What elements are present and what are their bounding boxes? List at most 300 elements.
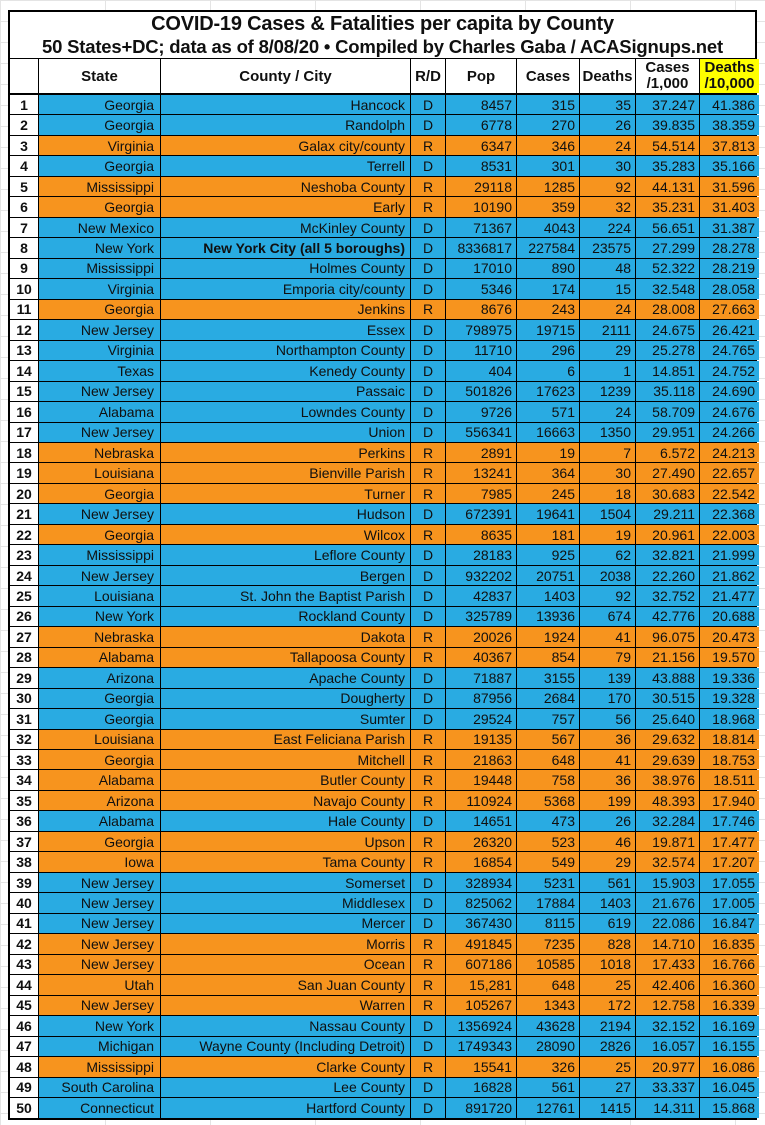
cell-rd: D (410, 259, 445, 278)
cell-deaths-per-10000: 20.473 (699, 627, 759, 646)
cell-county: Upson (160, 832, 410, 851)
cell-cases-per-1000: 25.640 (635, 709, 699, 728)
cell-pop: 10190 (445, 197, 516, 216)
table-row (10, 115, 755, 135)
cell-pop: 1749343 (445, 1037, 516, 1056)
cell-state: Nebraska (38, 443, 160, 462)
cell-rank: 29 (10, 668, 38, 687)
cell-cases-per-1000: 42.406 (635, 975, 699, 994)
cell-cases: 758 (516, 770, 579, 789)
cell-rank: 27 (10, 627, 38, 646)
table-row (10, 1057, 755, 1077)
cell-rd: D (410, 709, 445, 728)
cell-deaths: 24 (579, 402, 635, 421)
cell-county: Wilcox (160, 525, 410, 544)
cell-deaths-per-10000: 17.055 (699, 873, 759, 892)
cell-cases: 12761 (516, 1098, 579, 1118)
cell-pop: 17010 (445, 259, 516, 278)
cell-cases: 571 (516, 402, 579, 421)
deaths-rate-label-bottom: /10,000 (704, 75, 755, 92)
cell-cases-per-1000: 12.758 (635, 996, 699, 1015)
cell-rank: 1 (10, 95, 38, 114)
col-header-cases: Cases (516, 59, 579, 93)
cell-cases-per-1000: 14.710 (635, 934, 699, 953)
cell-pop: 6347 (445, 136, 516, 155)
cases-rate-label-top: Cases (645, 59, 690, 76)
cell-county: Warren (160, 996, 410, 1015)
cell-cases: 4043 (516, 218, 579, 237)
table-row (10, 648, 755, 668)
cell-rank: 42 (10, 934, 38, 953)
cell-rank: 41 (10, 914, 38, 933)
cell-rd: D (410, 341, 445, 360)
cell-deaths: 26 (579, 115, 635, 134)
cell-rank: 7 (10, 218, 38, 237)
cell-cases-per-1000: 39.835 (635, 115, 699, 134)
table-row (10, 95, 755, 115)
cell-cases: 8115 (516, 914, 579, 933)
cell-deaths: 41 (579, 627, 635, 646)
cell-state: Georgia (38, 300, 160, 319)
cell-deaths-per-10000: 18.968 (699, 709, 759, 728)
cell-rd: R (410, 791, 445, 810)
cell-pop: 105267 (445, 996, 516, 1015)
cell-county: Ocean (160, 955, 410, 974)
cell-deaths: 36 (579, 730, 635, 749)
cell-rd: R (410, 852, 445, 871)
cell-deaths-per-10000: 24.690 (699, 382, 759, 401)
table-row (10, 197, 755, 217)
cell-cases: 3155 (516, 668, 579, 687)
cell-deaths: 30 (579, 463, 635, 482)
cell-rank: 4 (10, 156, 38, 175)
table-row (10, 1098, 755, 1118)
cell-deaths: 41 (579, 750, 635, 769)
cell-cases: 1924 (516, 627, 579, 646)
cell-rank: 17 (10, 423, 38, 442)
cell-state: New Jersey (38, 914, 160, 933)
cell-deaths: 46 (579, 832, 635, 851)
cell-state: Michigan (38, 1037, 160, 1056)
cell-county: East Feliciana Parish (160, 730, 410, 749)
cell-state: Georgia (38, 832, 160, 851)
cell-state: Virginia (38, 341, 160, 360)
header-row (10, 59, 755, 95)
table-row (10, 238, 755, 258)
cell-deaths-per-10000: 16.045 (699, 1078, 759, 1097)
cell-pop: 29524 (445, 709, 516, 728)
cell-cases: 315 (516, 95, 579, 114)
cell-state: Georgia (38, 197, 160, 216)
cell-rd: D (410, 279, 445, 298)
table-row (10, 136, 755, 156)
table-row (10, 852, 755, 872)
cell-deaths-per-10000: 41.386 (699, 95, 759, 114)
cell-state: Alabama (38, 811, 160, 830)
cell-state: Arizona (38, 668, 160, 687)
cell-state: New Jersey (38, 504, 160, 523)
cell-county: Butler County (160, 770, 410, 789)
cell-rd: R (410, 136, 445, 155)
cell-pop: 404 (445, 361, 516, 380)
cell-state: Georgia (38, 525, 160, 544)
cell-cases-per-1000: 16.057 (635, 1037, 699, 1056)
cell-state: New Jersey (38, 566, 160, 585)
cell-cases-per-1000: 32.152 (635, 1016, 699, 1035)
cell-deaths-per-10000: 21.862 (699, 566, 759, 585)
cell-county: Mitchell (160, 750, 410, 769)
cell-rd: R (410, 934, 445, 953)
cell-rank: 24 (10, 566, 38, 585)
cell-rd: D (410, 1016, 445, 1035)
cell-pop: 8635 (445, 525, 516, 544)
cell-cases: 854 (516, 648, 579, 667)
cell-rank: 43 (10, 955, 38, 974)
cell-county: Sumter (160, 709, 410, 728)
table-row (10, 218, 755, 238)
cell-cases-per-1000: 22.086 (635, 914, 699, 933)
cell-deaths-per-10000: 17.477 (699, 832, 759, 851)
cell-deaths: 24 (579, 300, 635, 319)
cell-pop: 798975 (445, 320, 516, 339)
cell-deaths-per-10000: 16.339 (699, 996, 759, 1015)
cell-deaths-per-10000: 15.868 (699, 1098, 759, 1118)
cell-state: Connecticut (38, 1098, 160, 1118)
cell-pop: 87956 (445, 689, 516, 708)
cell-cases-per-1000: 58.709 (635, 402, 699, 421)
cell-deaths-per-10000: 31.387 (699, 218, 759, 237)
cell-cases-per-1000: 37.247 (635, 95, 699, 114)
cell-rank: 31 (10, 709, 38, 728)
cell-cases: 270 (516, 115, 579, 134)
cell-state: Mississippi (38, 1057, 160, 1076)
table-row (10, 320, 755, 340)
cell-cases-per-1000: 20.961 (635, 525, 699, 544)
cell-county: Tallapoosa County (160, 648, 410, 667)
cell-deaths: 79 (579, 648, 635, 667)
cell-pop: 7985 (445, 484, 516, 503)
cell-cases: 19 (516, 443, 579, 462)
cell-county: Hancock (160, 95, 410, 114)
cell-cases: 5231 (516, 873, 579, 892)
cell-deaths-per-10000: 19.336 (699, 668, 759, 687)
cell-deaths: 199 (579, 791, 635, 810)
cell-state: Alabama (38, 402, 160, 421)
cell-rank: 6 (10, 197, 38, 216)
cell-state: Mississippi (38, 259, 160, 278)
col-header-state: State (38, 59, 160, 93)
cell-deaths-per-10000: 22.657 (699, 463, 759, 482)
cell-state: New Jersey (38, 423, 160, 442)
cell-county: Passaic (160, 382, 410, 401)
cell-deaths: 36 (579, 770, 635, 789)
cell-state: Georgia (38, 484, 160, 503)
cell-deaths-per-10000: 17.940 (699, 791, 759, 810)
cell-rd: D (410, 402, 445, 421)
cell-deaths-per-10000: 18.814 (699, 730, 759, 749)
cell-pop: 28183 (445, 545, 516, 564)
col-header-deaths: Deaths (579, 59, 635, 93)
cell-cases-per-1000: 15.903 (635, 873, 699, 892)
cell-county: Terrell (160, 156, 410, 175)
cell-deaths: 23575 (579, 238, 635, 257)
cell-deaths-per-10000: 16.169 (699, 1016, 759, 1035)
cell-county: Early (160, 197, 410, 216)
cell-deaths-per-10000: 35.166 (699, 156, 759, 175)
cell-deaths: 170 (579, 689, 635, 708)
cell-cases: 16663 (516, 423, 579, 442)
cell-deaths-per-10000: 24.676 (699, 402, 759, 421)
cell-cases-per-1000: 42.776 (635, 607, 699, 626)
table-row (10, 668, 755, 688)
cell-state: Georgia (38, 689, 160, 708)
cell-rd: D (410, 873, 445, 892)
cell-state: Georgia (38, 750, 160, 769)
cell-county: Neshoba County (160, 177, 410, 196)
cell-state: New Jersey (38, 996, 160, 1015)
cell-cases-per-1000: 25.278 (635, 341, 699, 360)
cell-cases-per-1000: 52.322 (635, 259, 699, 278)
cell-state: Alabama (38, 648, 160, 667)
table-row (10, 586, 755, 606)
cell-cases: 13936 (516, 607, 579, 626)
cell-state: Louisiana (38, 463, 160, 482)
cell-deaths-per-10000: 19.328 (699, 689, 759, 708)
cell-pop: 8457 (445, 95, 516, 114)
table-row (10, 566, 755, 586)
cell-cases: 561 (516, 1078, 579, 1097)
cell-deaths-per-10000: 19.570 (699, 648, 759, 667)
table-row (10, 341, 755, 361)
cell-cases: 6 (516, 361, 579, 380)
cell-state: Mississippi (38, 177, 160, 196)
cell-state: Georgia (38, 95, 160, 114)
cell-rd: R (410, 177, 445, 196)
cell-cases: 20751 (516, 566, 579, 585)
cell-deaths: 48 (579, 259, 635, 278)
cell-rank: 9 (10, 259, 38, 278)
cell-state: Mississippi (38, 545, 160, 564)
cell-cases-per-1000: 20.977 (635, 1057, 699, 1076)
cell-rd: D (410, 218, 445, 237)
cell-deaths: 29 (579, 341, 635, 360)
cell-cases-per-1000: 27.299 (635, 238, 699, 257)
cell-deaths-per-10000: 22.003 (699, 525, 759, 544)
cell-rank: 2 (10, 115, 38, 134)
cell-deaths: 1350 (579, 423, 635, 442)
cell-county: Emporia city/county (160, 279, 410, 298)
cell-deaths: 19 (579, 525, 635, 544)
cell-pop: 607186 (445, 955, 516, 974)
table-row (10, 811, 755, 831)
table-row (10, 607, 755, 627)
cell-state: Virginia (38, 279, 160, 298)
cell-county: Wayne County (Including Detroit) (160, 1037, 410, 1056)
cell-pop: 26320 (445, 832, 516, 851)
table-row (10, 1016, 755, 1036)
cell-deaths: 1504 (579, 504, 635, 523)
cell-pop: 16828 (445, 1078, 516, 1097)
table-row (10, 525, 755, 545)
cell-rank: 26 (10, 607, 38, 626)
cell-county: New York City (all 5 boroughs) (160, 238, 410, 257)
cell-pop: 932202 (445, 566, 516, 585)
cell-deaths: 674 (579, 607, 635, 626)
col-header-rank (10, 59, 38, 93)
cell-cases: 523 (516, 832, 579, 851)
cell-pop: 19135 (445, 730, 516, 749)
cell-county: Apache County (160, 668, 410, 687)
cell-cases: 19715 (516, 320, 579, 339)
cell-state: Georgia (38, 709, 160, 728)
cell-rank: 21 (10, 504, 38, 523)
cell-cases-per-1000: 44.131 (635, 177, 699, 196)
cell-deaths-per-10000: 16.360 (699, 975, 759, 994)
cell-cases-per-1000: 30.683 (635, 484, 699, 503)
cell-rd: D (410, 1037, 445, 1056)
cell-pop: 6778 (445, 115, 516, 134)
cell-cases: 648 (516, 975, 579, 994)
cell-rd: D (410, 238, 445, 257)
cell-cases: 925 (516, 545, 579, 564)
cell-cases: 10585 (516, 955, 579, 974)
cell-deaths-per-10000: 28.058 (699, 279, 759, 298)
cell-rd: D (410, 893, 445, 912)
col-header-deaths-per-10000 (699, 59, 759, 93)
cell-rank: 19 (10, 463, 38, 482)
cell-cases-per-1000: 29.951 (635, 423, 699, 442)
col-header-pop: Pop (445, 59, 516, 93)
cell-cases: 890 (516, 259, 579, 278)
cell-state: Texas (38, 361, 160, 380)
cell-cases-per-1000: 22.260 (635, 566, 699, 585)
cell-rank: 13 (10, 341, 38, 360)
cell-pop: 13241 (445, 463, 516, 482)
cell-deaths: 15 (579, 279, 635, 298)
cell-county: Clarke County (160, 1057, 410, 1076)
cell-rd: D (410, 156, 445, 175)
cell-deaths: 32 (579, 197, 635, 216)
cell-deaths-per-10000: 17.005 (699, 893, 759, 912)
cell-rank: 40 (10, 893, 38, 912)
cell-deaths-per-10000: 16.155 (699, 1037, 759, 1056)
table-row (10, 627, 755, 647)
cell-cases-per-1000: 30.515 (635, 689, 699, 708)
cell-rank: 34 (10, 770, 38, 789)
cell-rank: 22 (10, 525, 38, 544)
cell-cases-per-1000: 19.871 (635, 832, 699, 851)
cell-cases: 181 (516, 525, 579, 544)
cell-cases: 227584 (516, 238, 579, 257)
cell-rank: 23 (10, 545, 38, 564)
cell-cases: 5368 (516, 791, 579, 810)
cell-rank: 3 (10, 136, 38, 155)
cell-state: New Jersey (38, 893, 160, 912)
cell-deaths: 1018 (579, 955, 635, 974)
cell-rank: 37 (10, 832, 38, 851)
cell-deaths-per-10000: 37.813 (699, 136, 759, 155)
cell-deaths: 2194 (579, 1016, 635, 1035)
cell-cases: 7235 (516, 934, 579, 953)
cell-rd: R (410, 463, 445, 482)
cell-pop: 14651 (445, 811, 516, 830)
cell-cases-per-1000: 14.311 (635, 1098, 699, 1118)
cell-deaths: 172 (579, 996, 635, 1015)
cell-pop: 21863 (445, 750, 516, 769)
cell-rank: 25 (10, 586, 38, 605)
table-row (10, 443, 755, 463)
cell-cases-per-1000: 35.118 (635, 382, 699, 401)
cell-state: Louisiana (38, 586, 160, 605)
cell-county: Essex (160, 320, 410, 339)
cell-state: Georgia (38, 115, 160, 134)
cell-rd: D (410, 423, 445, 442)
table-row (10, 463, 755, 483)
cell-pop: 8676 (445, 300, 516, 319)
col-header-rd: R/D (410, 59, 445, 93)
table-row (10, 791, 755, 811)
cell-cases-per-1000: 32.574 (635, 852, 699, 871)
cell-cases: 1403 (516, 586, 579, 605)
cell-deaths: 828 (579, 934, 635, 953)
cell-deaths: 35 (579, 95, 635, 114)
cell-rank: 38 (10, 852, 38, 871)
table-row (10, 832, 755, 852)
cell-pop: 672391 (445, 504, 516, 523)
cell-cases: 648 (516, 750, 579, 769)
cell-cases: 757 (516, 709, 579, 728)
cell-state: New Jersey (38, 382, 160, 401)
cell-cases-per-1000: 32.284 (635, 811, 699, 830)
table-body (10, 95, 755, 1118)
cell-deaths: 25 (579, 975, 635, 994)
cell-cases-per-1000: 32.548 (635, 279, 699, 298)
cell-state: Nebraska (38, 627, 160, 646)
cell-rank: 11 (10, 300, 38, 319)
cell-deaths-per-10000: 21.477 (699, 586, 759, 605)
table-row (10, 402, 755, 422)
cell-cases-per-1000: 33.337 (635, 1078, 699, 1097)
cell-county: Bienville Parish (160, 463, 410, 482)
cell-rd: R (410, 648, 445, 667)
cell-cases-per-1000: 21.156 (635, 648, 699, 667)
cell-rd: D (410, 914, 445, 933)
table-row (10, 730, 755, 750)
cell-rank: 20 (10, 484, 38, 503)
cell-pop: 16854 (445, 852, 516, 871)
cases-rate-label-bottom: /1,000 (646, 75, 689, 92)
cell-state: New York (38, 1016, 160, 1035)
cell-state: Louisiana (38, 730, 160, 749)
cell-deaths-per-10000: 24.213 (699, 443, 759, 462)
cell-pop: 491845 (445, 934, 516, 953)
table-row (10, 259, 755, 279)
cell-state: Alabama (38, 770, 160, 789)
cell-county: Jenkins (160, 300, 410, 319)
cell-cases: 19641 (516, 504, 579, 523)
table-row (10, 300, 755, 320)
cell-pop: 1356924 (445, 1016, 516, 1035)
cell-cases: 473 (516, 811, 579, 830)
cell-deaths-per-10000: 16.766 (699, 955, 759, 974)
cell-state: New Jersey (38, 934, 160, 953)
cell-deaths-per-10000: 16.847 (699, 914, 759, 933)
cell-rd: R (410, 996, 445, 1015)
cell-cases: 296 (516, 341, 579, 360)
cell-rd: R (410, 443, 445, 462)
table-row (10, 709, 755, 729)
cell-deaths-per-10000: 20.688 (699, 607, 759, 626)
